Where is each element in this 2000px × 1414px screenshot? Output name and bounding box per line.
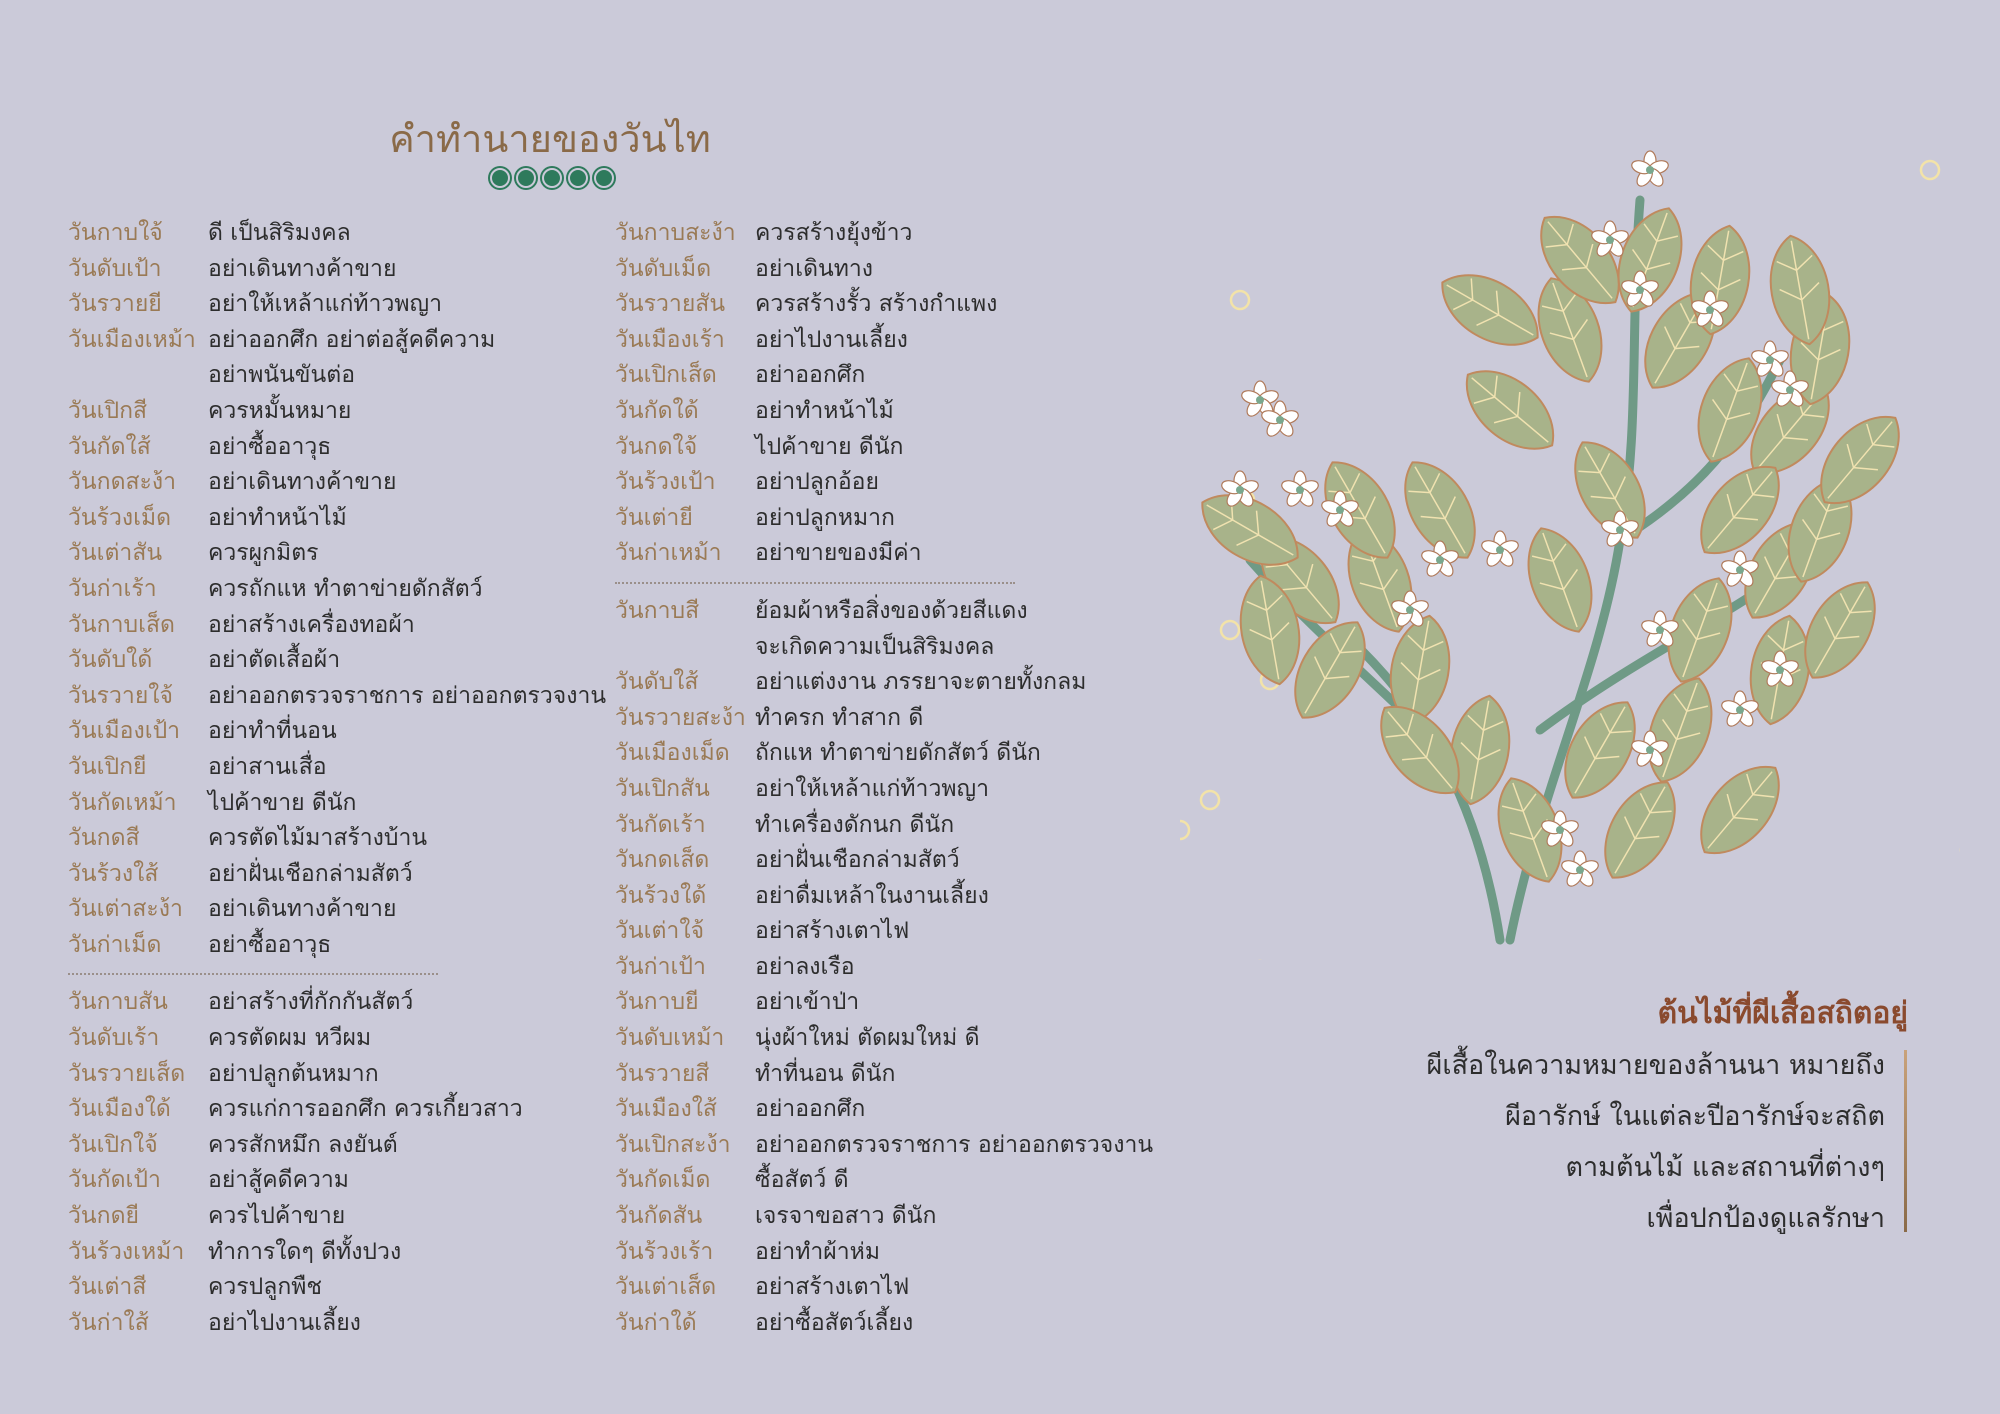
day-name: วันกัดเหม้า (68, 789, 177, 816)
prediction-text: อย่าตัดเสื้อผ้า (208, 647, 341, 674)
prediction-row (68, 1163, 608, 1199)
prediction-text: อย่าเดินทางค้าขาย (208, 896, 397, 923)
prediction-row (68, 1057, 608, 1093)
prediction-text: อย่าให้เหล้าแก่ท้าวพญา (755, 775, 990, 802)
day-name: วันรวายสัน (615, 291, 726, 318)
prediction-row (68, 1306, 608, 1342)
day-name: วันกาบสัน (68, 989, 168, 1016)
day-name: วันก่าเหม้า (615, 540, 722, 567)
prediction-row (615, 1306, 1175, 1342)
prediction-row (68, 465, 608, 501)
day-name: วันร้วงเป้า (615, 469, 716, 496)
prediction-row (68, 501, 608, 537)
prediction-row (615, 501, 1175, 537)
sparkle (1221, 621, 1239, 639)
prediction-row (615, 985, 1175, 1021)
prediction-text: จะเกิดความเป็นสิริมงคล (755, 633, 995, 660)
day-name: วันร้วงเม็ด (68, 504, 172, 531)
prediction-text: อย่าแต่งงาน ภรรยาจะตายทั้งกลม (755, 669, 1087, 696)
day-name: วันเมืองเป้า (68, 718, 181, 745)
tree-description (1427, 1040, 1885, 1244)
prediction-row (615, 465, 1175, 501)
prediction-row (615, 736, 1175, 772)
day-name: วันกาบสี (615, 597, 700, 624)
prediction-text: อย่าพนันขันต่อ (208, 362, 356, 389)
ornament-dot (490, 168, 510, 188)
day-name: วันร้วงเร้า (615, 1238, 714, 1265)
prediction-row (68, 287, 608, 323)
ornament-dot (516, 168, 536, 188)
day-name: วันกัดใด้ (615, 397, 699, 424)
prediction-text: ควรถักแห ทำตาข่ายดักสัตว์ (208, 575, 483, 602)
tree-line: ตามต้นไม้ และสถานที่ต่างๆ (1565, 1152, 1885, 1183)
day-name: วันรวายใจ้ (68, 682, 174, 709)
prediction-row (615, 1057, 1175, 1093)
title-ornament (490, 168, 614, 188)
prediction-text: อย่าสานเสื่อ (208, 753, 327, 780)
prediction-row (615, 665, 1175, 701)
prediction-text: ควรผูกมิตร (208, 540, 319, 567)
prediction-row (68, 821, 608, 857)
day-name: วันกาบยี (615, 989, 699, 1016)
prediction-text: อย่าออกศึก (755, 1096, 866, 1123)
prediction-text: ไปค้าขาย ดีนัก (755, 433, 904, 460)
day-name: วันรวายสะง้า (615, 704, 746, 731)
day-name: วันกัดใส้ (68, 433, 151, 460)
day-name: วันรวายยี (68, 291, 162, 318)
day-name: วันก่าใด้ (615, 1309, 697, 1336)
prediction-text: ควรไปค้าขาย (208, 1203, 346, 1230)
day-name: วันดับใส้ (615, 669, 699, 696)
prediction-text: อย่าดื่มเหล้าในงานเลี้ยง (755, 882, 989, 909)
day-name: วันดับเร้า (68, 1025, 160, 1052)
prediction-text: ไปค้าขาย ดีนัก (208, 789, 357, 816)
prediction-text: อย่าเดินทางค้าขาย (208, 255, 397, 282)
prediction-text: ซื้อสัตว์ ดี (755, 1167, 849, 1194)
prediction-row (68, 216, 608, 252)
day-name (68, 358, 208, 394)
day-name: วันก่าเร้า (68, 575, 157, 602)
prediction-text: อย่าเดินทางค้าขาย (208, 469, 397, 496)
prediction-row (68, 1235, 608, 1271)
prediction-row (615, 1092, 1175, 1128)
day-name: วันเมืองเม็ด (615, 740, 730, 767)
day-name: วันก่าเม็ด (68, 931, 162, 958)
prediction-text: ทำการใดๆ ดีทั้งปวง (208, 1238, 402, 1265)
day-name: วันก่าเป้า (615, 953, 706, 980)
prediction-text: เจรจาขอสาว ดีนัก (755, 1203, 937, 1230)
prediction-text: ทำที่นอน ดีนัก (755, 1060, 896, 1087)
prediction-row (615, 358, 1175, 394)
prediction-text: อย่าสร้างเตาไฟ (755, 918, 910, 945)
prediction-text: ควรปลูกพืช (208, 1274, 323, 1301)
prediction-text: อย่าให้เหล้าแก่ท้าวพญา (208, 291, 443, 318)
day-name: วันดับเป้า (68, 255, 162, 282)
prediction-text: อย่าสร้างที่กักกันสัตว์ (208, 989, 414, 1016)
prediction-row (615, 536, 1175, 572)
prediction-group (68, 216, 608, 963)
day-name: วันเต่าสะง้า (68, 896, 183, 923)
flower (1280, 471, 1320, 509)
prediction-column-1 (68, 216, 608, 1341)
page-title: คำทำนายของวันไท (389, 117, 711, 161)
tree-title: ต้นไม้ที่ผีเสื้อสถิตอยู่ (1657, 996, 1908, 1031)
prediction-text: ควรแก่การออกศึก ควรเกี้ยวสาว (208, 1096, 523, 1123)
day-name: วันเปิกใจ้ (68, 1131, 158, 1158)
flower (1560, 851, 1600, 889)
prediction-text: ควรหมั้นหมาย (208, 397, 352, 424)
prediction-group (615, 216, 1175, 572)
prediction-text: อย่าขายของมีค่า (755, 540, 922, 567)
day-name: วันกาบใจ้ (68, 220, 163, 246)
sparkle (1921, 161, 1939, 179)
prediction-row (615, 1021, 1175, 1057)
prediction-row (68, 394, 608, 430)
prediction-text: อย่าฝั่นเชือกล่ามสัตว์ (208, 860, 413, 887)
day-name: วันเต่ายี (615, 504, 693, 531)
day-name: วันเปิกยี (68, 753, 147, 780)
prediction-text: อย่าปลูกหมาก (755, 504, 895, 531)
prediction-row (68, 892, 608, 928)
day-name: วันเต่าใจ้ (615, 918, 705, 945)
prediction-row (615, 914, 1175, 950)
dotted-divider (68, 973, 438, 975)
prediction-row (615, 594, 1175, 630)
day-name: วันเปิกสะง้า (615, 1131, 731, 1158)
day-name: วันดับใด้ (68, 647, 153, 674)
prediction-text: ทำครก ทำสาก ดี (755, 704, 924, 731)
prediction-text: ดี เป็นสิริมงคล (208, 220, 351, 246)
prediction-row (68, 714, 608, 750)
day-name: วันกดใจ้ (615, 433, 698, 460)
prediction-row (615, 1163, 1175, 1199)
prediction-row (615, 879, 1175, 915)
prediction-row (68, 1199, 608, 1235)
sparkle (1180, 821, 1189, 839)
prediction-text: อย่าออกตรวจราชการ อย่าออกตรวจงาน (755, 1131, 1154, 1158)
tree-line: ผีเสื้อในความหมายของล้านนา หมายถึง (1426, 1050, 1885, 1081)
prediction-text: อย่าออกตรวจราชการ อย่าออกตรวจงาน (208, 682, 607, 709)
day-name: วันเมืองใส้ (615, 1096, 717, 1123)
prediction-text: ควรสักหมึก ลงยันต์ (208, 1131, 398, 1158)
prediction-row (615, 701, 1175, 737)
prediction-text: อย่าทำหน้าไม้ (208, 504, 347, 531)
prediction-text: นุ่งผ้าใหม่ ตัดผมใหม่ ดี (755, 1025, 980, 1052)
day-name: วันร้วงใด้ (615, 882, 707, 909)
prediction-text: ควรสร้างยุ้งข้าว (755, 220, 913, 246)
prediction-text: อย่าสร้างเตาไฟ (755, 1274, 910, 1301)
prediction-row (68, 608, 608, 644)
ornament-dot (568, 168, 588, 188)
prediction-row (68, 572, 608, 608)
prediction-text: อย่าไปงานเลี้ยง (208, 1309, 361, 1336)
prediction-text: ทำเครื่องดักนก ดีนัก (755, 811, 955, 838)
prediction-row (68, 786, 608, 822)
prediction-row (68, 857, 608, 893)
prediction-row (68, 430, 608, 466)
prediction-column-2 (615, 216, 1175, 1341)
leaf (1683, 750, 1797, 871)
day-name: วันกัดเม็ด (615, 1167, 711, 1194)
leaf (1450, 353, 1571, 467)
day-name: วันกัดเร้า (615, 811, 706, 838)
prediction-text: อย่าสู้คดีความ (208, 1167, 349, 1194)
prediction-text: อย่าสร้างเครื่องทอผ้า (208, 611, 415, 638)
prediction-row (68, 928, 608, 964)
day-name (615, 630, 755, 666)
prediction-text: อย่าไปงานเลี้ยง (755, 326, 908, 353)
day-name: วันเต่าสี (68, 1274, 147, 1301)
prediction-row (68, 679, 608, 715)
day-name: วันร้วงเหม้า (68, 1238, 185, 1265)
prediction-row (68, 1092, 608, 1128)
prediction-row (68, 252, 608, 288)
prediction-text: อย่าซื้ออาวุธ (208, 931, 332, 958)
prediction-row (615, 252, 1175, 288)
prediction-row (68, 323, 608, 359)
prediction-row (615, 1199, 1175, 1235)
day-name: วันดับเม็ด (615, 255, 712, 282)
prediction-row (68, 750, 608, 786)
prediction-text: อย่าปลูกต้นหมาก (208, 1060, 379, 1087)
day-name: วันเปิกสี (68, 397, 148, 424)
prediction-row (68, 358, 608, 394)
prediction-text: อย่าฝั่นเชือกล่ามสัตว์ (755, 847, 960, 874)
ornament-dot (594, 168, 614, 188)
day-name: วันกดสะง้า (68, 469, 177, 496)
prediction-text: อย่าเข้าป่า (755, 989, 860, 1016)
prediction-row (615, 772, 1175, 808)
day-name: วันกดยี (68, 1203, 139, 1230)
day-name: วันเต่าเส็ด (615, 1274, 717, 1301)
day-name: วันเมืองเร้า (615, 326, 725, 353)
plant-illustration (1180, 110, 1960, 960)
dotted-divider (615, 582, 1015, 584)
prediction-text: ควรสร้างรั้ว สร้างกำแพง (755, 291, 998, 318)
sparkle (1201, 791, 1219, 809)
day-name: วันเมืองเหม้า (68, 326, 196, 353)
tree-line: เพื่อปกป้องดูแลรักษา (1646, 1203, 1885, 1234)
day-name: วันกาบเส็ด (68, 611, 175, 638)
flower (1480, 531, 1520, 569)
day-name: วันเปิกสัน (615, 775, 710, 802)
leaf (1514, 519, 1605, 642)
day-name: วันเปิกเส็ด (615, 362, 717, 389)
prediction-text: ถักแห ทำตาข่ายดักสัตว์ ดีนัก (755, 740, 1041, 767)
day-name: วันเมืองใด้ (68, 1096, 171, 1123)
day-name: วันกดเส็ด (615, 847, 710, 874)
leaf (1428, 258, 1552, 362)
prediction-text: อย่าซื้อสัตว์เลี้ยง (755, 1309, 914, 1336)
prediction-row (68, 985, 608, 1021)
prediction-row (68, 536, 608, 572)
day-name: วันเต่าสัน (68, 540, 163, 567)
prediction-row (615, 950, 1175, 986)
tree-line: ผีอารักษ์ ในแต่ละปีอารักษ์จะสถิต (1505, 1101, 1885, 1132)
prediction-text: ควรตัดผม หวีผม (208, 1025, 372, 1052)
day-name: วันกาบสะง้า (615, 220, 736, 246)
day-name: วันรวายสี (615, 1060, 710, 1087)
prediction-row (615, 1235, 1175, 1271)
prediction-row (615, 1128, 1175, 1164)
prediction-row (68, 1128, 608, 1164)
day-name: วันกัดสัน (615, 1203, 703, 1230)
prediction-row (615, 216, 1175, 252)
prediction-row (68, 1021, 608, 1057)
ornament-dot (542, 168, 562, 188)
day-name: วันกัดเป้า (68, 1167, 161, 1194)
prediction-row (615, 430, 1175, 466)
prediction-text: อย่าลงเรือ (755, 953, 855, 980)
prediction-text: อย่าปลูกอ้อย (755, 469, 879, 496)
day-name: วันรวายเส็ด (68, 1060, 186, 1087)
prediction-row (68, 643, 608, 679)
flower (1630, 151, 1670, 189)
leaf (1634, 669, 1725, 792)
sparkle (1231, 291, 1249, 309)
prediction-text: อย่าเดินทาง (755, 255, 874, 282)
day-name: วันกดสี (68, 825, 140, 852)
prediction-row (615, 630, 1175, 666)
vertical-accent-bar (1904, 1050, 1907, 1232)
prediction-text: อย่าออกศึก อย่าต่อสู้คดีความ (208, 326, 496, 353)
prediction-text: อย่าซื้ออาวุธ (208, 433, 332, 460)
prediction-group (68, 985, 608, 1341)
day-name: วันร้วงใส้ (68, 860, 159, 887)
prediction-text: อย่าทำผ้าห่ม (755, 1238, 880, 1265)
prediction-text: อย่าทำหน้าไม้ (755, 397, 894, 424)
prediction-text: ควรตัดไม้มาสร้างบ้าน (208, 825, 428, 852)
prediction-row (68, 1270, 608, 1306)
prediction-row (615, 287, 1175, 323)
prediction-row (615, 323, 1175, 359)
prediction-text: อย่าทำที่นอน (208, 718, 337, 745)
day-name: วันก่าใส้ (68, 1309, 149, 1336)
prediction-row (615, 1270, 1175, 1306)
prediction-row (615, 843, 1175, 879)
prediction-row (615, 394, 1175, 430)
day-name: วันดับเหม้า (615, 1025, 725, 1052)
prediction-text: อย่าออกศึก (755, 362, 866, 389)
prediction-text: ย้อมผ้าหรือสิ่งของด้วยสีแดง (755, 597, 1028, 624)
prediction-group (615, 594, 1175, 1341)
prediction-row (615, 808, 1175, 844)
